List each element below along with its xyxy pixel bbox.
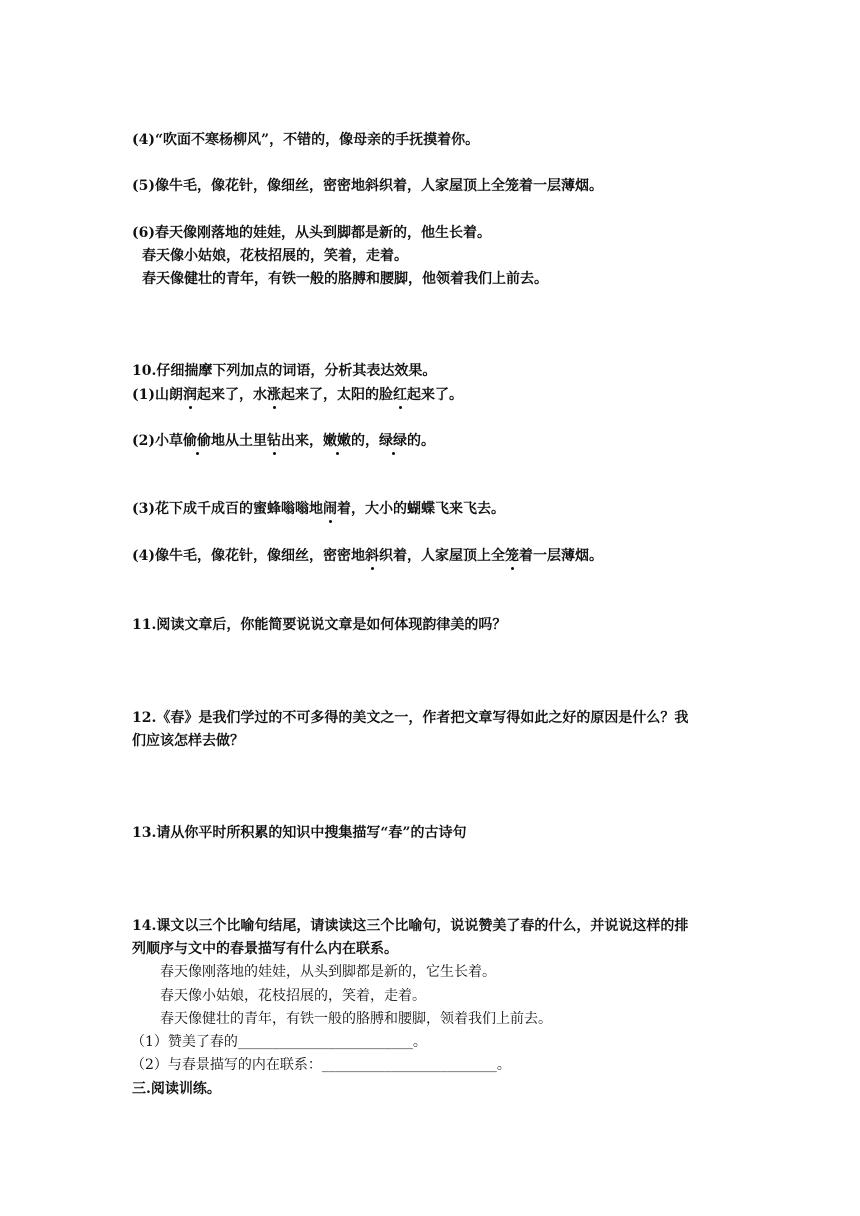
sentence-text: 织着，人家屋顶上全 <box>379 548 505 564</box>
question-14-quote-3: 春天像健壮的青年，有铁一般的胳膊和腰脚，领着我们上前去。 <box>160 1011 552 1027</box>
dotted-word: 偷偷 <box>183 433 211 449</box>
question-14-answer-2: （2）与春景描写的内在联系：_________________________。 <box>131 1057 511 1073</box>
dotted-word: 红 <box>393 387 407 403</box>
sentence-item-4: (4)“吹面不寒杨柳风”，不错的，像母亲的手抚摸着你。 <box>132 132 480 148</box>
sentence-text: 的， <box>351 433 379 449</box>
section-3-heading: 三.阅读训练。 <box>132 1081 221 1097</box>
question-12-line-1: 12.《春》是我们学过的不可多得的美文之一，作者把文章写得如此之好的原因是什么？我 <box>132 710 689 726</box>
dotted-word: 润 <box>183 387 197 403</box>
sentence-item-6-line-2: 春天像小姑娘，花枝招展的，笑着，走着。 <box>142 248 408 264</box>
sentence-text: 的。 <box>407 433 435 449</box>
question-14-line-1: 14.课文以三个比喻句结尾，请读读这三个比喻句，说说赞美了春的什么，并说说这样的排 <box>132 918 689 934</box>
question-14-quote-1: 春天像刚落地的娃娃，从头到脚都是新的，它生长着。 <box>160 964 496 980</box>
question-12-line-2: 们应该怎样去做？ <box>132 733 244 749</box>
sentence-text: 出来， <box>281 433 323 449</box>
dotted-word: 闹 <box>323 501 337 517</box>
question-13-title: 13.请从你平时所积累的知识中搜集描写“春”的古诗句 <box>132 825 467 841</box>
question-14-answer-1: （1）赞美了春的_________________________。 <box>131 1034 427 1050</box>
dotted-word: 笼 <box>505 548 519 564</box>
dotted-word: 绿绿 <box>379 433 407 449</box>
question-10-sentence-2 <box>132 432 435 450</box>
sentence-item-6-line-1: (6)春天像刚落地的娃娃，从头到脚都是新的，他生长着。 <box>132 225 491 241</box>
question-10-sentence-1 <box>132 386 463 404</box>
sentence-text: 起来了。 <box>407 387 463 403</box>
question-14-line-2: 列顺序与文中的春景描写有什么内在联系。 <box>132 941 398 957</box>
question-10-sentence-4 <box>132 547 603 565</box>
sentence-text: 起来了，水 <box>197 387 267 403</box>
question-14-quote-2: 春天像小姑娘，花枝招展的，笑着，走着。 <box>160 988 426 1004</box>
sentence-text: 地从土里 <box>211 433 267 449</box>
dotted-word: 斜 <box>365 548 379 564</box>
sentence-text: (4)像牛毛，像花针，像细丝，密密地 <box>132 548 365 564</box>
sentence-text: 着一层薄烟。 <box>519 548 603 564</box>
dotted-word: 涨 <box>267 387 281 403</box>
sentence-text: 着，大小的蝴蝶飞来飞去。 <box>337 501 505 517</box>
question-10-title: 10.仔细揣摩下列加点的词语，分析其表达效果。 <box>132 363 437 379</box>
question-11-title: 11.阅读文章后，你能简要说说文章是如何体现韵律美的吗？ <box>132 617 507 633</box>
dotted-word: 嫩嫩 <box>323 433 351 449</box>
sentence-text: (2)小草 <box>132 433 183 449</box>
sentence-text: (3)花下成千成百的蜜蜂嗡嗡地 <box>132 501 323 517</box>
sentence-text: (1)山朗 <box>132 387 183 403</box>
dotted-word: 钻 <box>267 433 281 449</box>
question-10-sentence-3 <box>132 500 505 518</box>
sentence-item-6-line-3: 春天像健壮的青年，有铁一般的胳膊和腰脚，他领着我们上前去。 <box>142 271 548 287</box>
sentence-item-5: (5)像牛毛，像花针，像细丝，密密地斜织着，人家屋顶上全笼着一层薄烟。 <box>132 178 603 194</box>
sentence-text: 起来了，太阳的脸 <box>281 387 393 403</box>
